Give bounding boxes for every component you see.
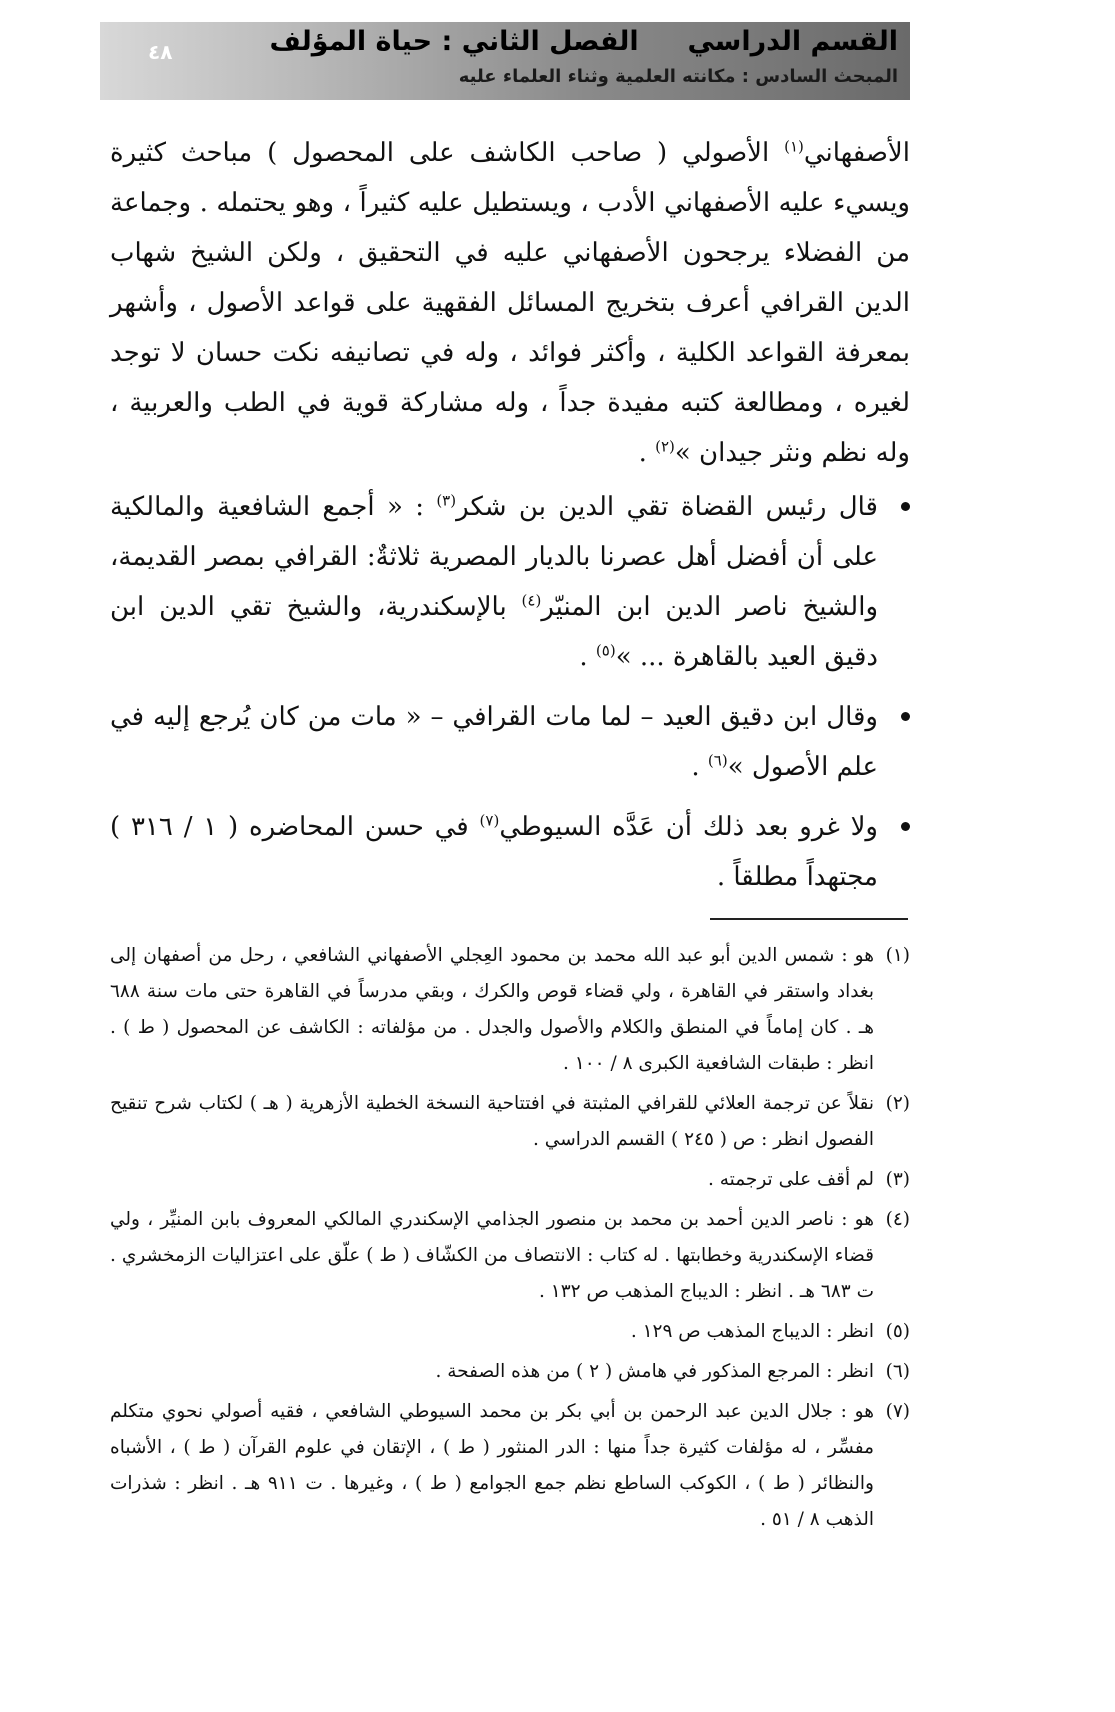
text-span: الأصفهاني	[803, 138, 910, 168]
paragraph	[110, 128, 910, 478]
bullet-item	[110, 692, 910, 792]
text-span: .	[638, 438, 656, 468]
bullet-item	[110, 802, 910, 902]
bullet-dot	[901, 712, 910, 721]
text-span: في حسن المحاضره ( ١ / ٣١٦ ) مجتهداً مطلقاً .	[110, 812, 878, 892]
footnotes	[110, 938, 910, 1542]
footnote-text: لم أقف على ترجمته .	[707, 1169, 874, 1190]
footnote-ref: (٦)	[707, 751, 728, 770]
footnote-ref: (١)	[784, 137, 804, 156]
main-text	[110, 128, 910, 912]
header-chapter: الفصل الثاني : حياة المؤلف	[269, 26, 639, 57]
text-span: .	[579, 642, 596, 672]
footnote	[110, 1202, 910, 1310]
footnote-ref: (٢)	[655, 437, 675, 456]
footnote-number: (٤)	[885, 1209, 910, 1230]
footnote-number: (١)	[885, 945, 910, 966]
footnote-text: هو : شمس الدين أبو عبد الله محمد بن محمود العِجلي الأصفهاني الشافعي ، رحل من أصفهان إلى بغداد واستقر في القاهرة ، ولي قضاء قوص والكرك ، وبقي مدرساً في القاهرة حتى مات سنة ٦٨٨ هـ . كان إماماً في المنطق والكلام والأصول والجدل . من مؤلفاته : الكاشف عن المحصول ( ط ) . انظر : طبقات الشافعية الكبرى ٨ / ١٠٠ .	[110, 945, 874, 1074]
footnote	[110, 1162, 910, 1198]
text-span: : « أجمع الشافعية والمالكية على أن أفضل أهل عصرنا بالديار المصرية ثلاثةٌ: القرافي بمصر القديمة، والشيخ ناصر الدين ابن المنيّر	[110, 492, 878, 622]
footnote-text: انظر : المرجع المذكور في هامش ( ٢ ) من هذه الصفحة .	[435, 1361, 874, 1382]
footnote-number: (٥)	[885, 1321, 910, 1342]
text-span: .	[691, 752, 708, 782]
header-subsection: المبحث السادس : مكانته العلمية وثناء العلماء عليه	[458, 66, 898, 87]
text-span: ولا غرو بعد ذلك أن عَدَّه السيوطي	[499, 812, 878, 842]
footnote-separator	[710, 918, 908, 920]
footnote-text: هو : جلال الدين عبد الرحمن بن أبي بكر بن محمد السيوطي الشافعي ، فقيه أصولي نحوي متكلم مفسِّر ، له مؤلفات كثيرة جداً منها : الدر المنثور ( ط ) ، الإتقان في علوم القرآن ( ط ) ، الأشباه والنظائر ( ط ) ، الكوكب الساطع نظم جمع الجوامع ( ط ) ، وغيرها . ت ٩١١ هـ . انظر : شذرات الذهب ٨ / ٥١ .	[110, 1401, 874, 1530]
text-span: بالإسكندرية، والشيخ تقي الدين ابن دقيق العيد بالقاهرة ... »	[110, 592, 878, 672]
footnote	[110, 1354, 910, 1390]
footnote-ref: (٥)	[595, 641, 616, 660]
page-number: ٤٨	[148, 40, 173, 64]
text-span: وقال ابن دقيق العيد – لما مات القرافي – « مات من كان يُرجع إليه في علم الأصول »	[110, 702, 878, 782]
footnote-number: (٣)	[885, 1169, 910, 1190]
footnote-text: نقلاً عن ترجمة العلائي للقرافي المثبتة في افتتاحية النسخة الخطية الأزهرية ( هـ ) لكتاب شرح تنقيح الفصول انظر : ص ( ٢٤٥ ) القسم الدراسي .	[110, 1093, 874, 1150]
bullet-dot	[901, 822, 910, 831]
footnote-ref: (٤)	[521, 591, 542, 610]
running-header	[100, 22, 910, 100]
bullet-dot	[901, 502, 910, 511]
footnote-ref: (٣)	[436, 491, 457, 510]
bullet-item	[110, 482, 910, 682]
footnote	[110, 938, 910, 1082]
footnote-ref: (٧)	[479, 811, 500, 830]
header-section: القسم الدراسي	[687, 26, 898, 57]
footnote-number: (٢)	[885, 1093, 910, 1114]
text-span: الأصولي ( صاحب الكاشف على المحصول ) مباحث كثيرة ويسيء عليه الأصفهاني الأدب ، ويستطيل عليه كثيراً ، وهو يحتمله . وجماعة من الفضلاء يرجحون الأصفهاني عليه في التحقيق ، ولكن الشيخ شهاب الدين القرافي أعرف بتخريج المسائل الفقهية على قواعد الأصول ، وأشهر بمعرفة القواعد الكلية ، وأكثر فوائد ، وله في تصانيفه نكت حسان لا توجد لغيره ، ومطالعة كتبه مفيدة جداً ، وله مشاركة قوية في الطب والعربية ، وله نظم ونثر جيدان »	[110, 138, 910, 468]
header-title-line	[269, 26, 898, 57]
footnote	[110, 1314, 910, 1350]
footnote	[110, 1394, 910, 1538]
footnote-number: (٦)	[885, 1361, 910, 1382]
footnote	[110, 1086, 910, 1158]
footnote-text: انظر : الديباج المذهب ص ١٢٩ .	[630, 1321, 874, 1342]
text-span: قال رئيس القضاة تقي الدين بن شكر	[456, 492, 878, 522]
footnote-text: هو : ناصر الدين أحمد بن محمد بن منصور الجذامي الإسكندري المالكي المعروف بابن المنيِّر ، ولي قضاء الإسكندرية وخطابتها . له كتاب : الانتصاف من الكشّاف ( ط ) علّق على اعتزاليات الزمخشري . ت ٦٨٣ هـ . انظر : الديباج المذهب ص ١٣٢ .	[110, 1209, 874, 1302]
footnote-number: (٧)	[885, 1401, 910, 1422]
